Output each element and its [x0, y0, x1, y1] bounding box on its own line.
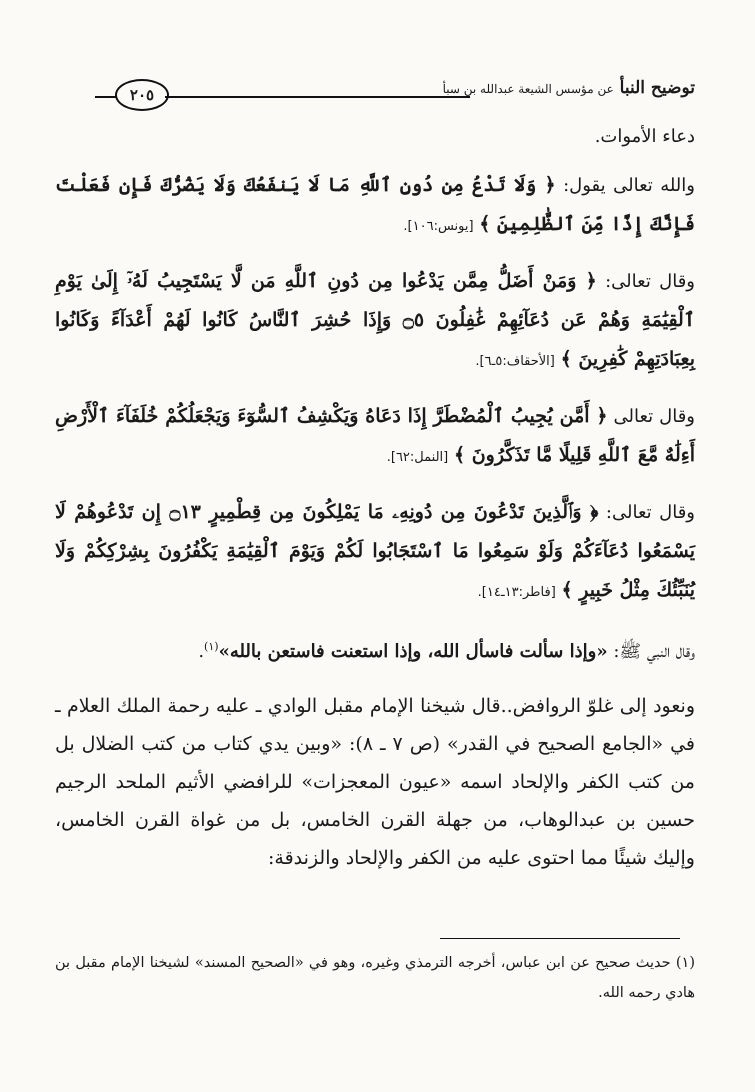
book-title-sub: عن مؤسس الشيعة عبدالله بن سبأ	[442, 82, 614, 96]
quran-verse: ﴿ أَمَّن يُجِيبُ ٱلْمُضْطَرَّ إِذَا دَعَاهُ وَيَكْشِفُ ٱلسُّوٓءَ وَيَجْعَلُكُمْ خُلَفَآءَ ٱلْأَرْضِ أَءِلَٰهٌ مَّعَ ٱللَّهِ قَلِيلًا مَّا تَذَكَّرُونَ ﴾	[55, 405, 695, 466]
paragraph-2	[55, 262, 695, 381]
footnote-rule	[440, 938, 680, 939]
hadith-text: «وإذا سألت فاسأل الله، وإذا استعنت فاستعن بالله»	[218, 641, 608, 662]
header-rule-left	[95, 96, 117, 98]
paragraph-0: دعاء الأموات.	[594, 126, 695, 147]
intro-text: وقال تعالى:	[605, 271, 695, 292]
intro-text: وقال النبي ﷺ:	[613, 641, 695, 662]
page-number: ٢٠٥	[115, 79, 169, 111]
header-rule	[165, 96, 470, 98]
paragraph-5: وقال النبي ﷺ: «وإذا سألت فاسأل الله، وإذا استعنت فاستعن بالله»$^{(١)}$.	[198, 640, 695, 662]
verse-reference: [الأحقاف:٥ـ٦].	[475, 354, 555, 369]
verse-reference: [يونس:١٠٦].	[403, 219, 474, 234]
quran-verse: ﴿ وَلَا تَدْعُ مِن دُونِ ٱللَّهِ مَا لَا يَنفَعُكَ وَلَا يَضُرُّكَ فَإِن فَعَلْتَ فَإِنَّكَ إِذًا مِّنَ ٱلظَّٰلِمِينَ ﴾	[55, 174, 695, 235]
book-title	[443, 78, 695, 98]
verse-reference: [فاطر:١٣ـ١٤].	[477, 585, 556, 600]
quran-verse: ﴿ وَٱلَّذِينَ تَدْعُونَ مِن دُونِهِۦ مَا يَمْلِكُونَ مِن قِطْمِيرٍ ۝١٣ إِن تَدْعُوهُمْ لَا يَسْمَعُوا دُعَآءَكُمْ وَلَوْ سَمِعُوا مَا ٱسْتَجَابُوا لَكُمْ وَيَوْمَ ٱلْقِيَٰمَةِ يَكْفُرُونَ بِشِرْكِكُمْ وَلَا يُنَبِّئُكَ مِثْلُ خَبِيرٍ ﴾	[55, 501, 695, 601]
verse-reference: [النمل:٦٢].	[386, 450, 449, 465]
running-header	[95, 76, 695, 112]
paragraph-4	[55, 493, 695, 612]
paragraph-3	[55, 397, 695, 477]
book-title-main: توضيح النبأ	[619, 78, 695, 98]
intro-text: والله تعالى يقول:	[563, 175, 695, 196]
main-text	[55, 118, 695, 893]
paragraph-1	[55, 166, 695, 246]
intro-text: وقال تعالى	[613, 406, 695, 427]
quran-verse: ﴿ وَمَنْ أَضَلُّ مِمَّن يَدْعُوا مِن دُونِ ٱللَّهِ مَن لَّا يَسْتَجِيبُ لَهُۥٓ إِلَىٰ يَوْمِ ٱلْقِيَٰمَةِ وَهُمْ عَن دُعَآئِهِمْ غَٰفِلُونَ ۝٥ وَإِذَا حُشِرَ ٱلنَّاسُ كَانُوا لَهُمْ أَعْدَآءً وَكَانُوا بِعِبَادَتِهِمْ كَٰفِرِينَ ﴾	[55, 270, 695, 370]
footnote-marker: (١)	[204, 640, 219, 653]
footnote: (١) حديث صحيح عن ابن عباس، أخرجه الترمذي وغيره، وهو في «الصحيح المسند» لشيخنا الإمام مقبل بن هادي رحمه الله.	[55, 955, 695, 1001]
paragraph-6: ونعود إلى غلوّ الروافض..قال شيخنا الإمام مقبل الوادي ـ عليه رحمة الملك العلام ـ في «الجامع الصحيح في القدر» (ص ٧ ـ ٨): «وبين يدي كتاب من كتب الضلال بل من كتب الكفر والإلحاد اسمه «عيون المعجزات» للرافضي الأثيم الملحد الرجيم حسين بن عبدالوهاب، من جهلة القرن الخامس، بل من غواة القرن الخامس، وإليك شيئًا مما احتوى عليه من الكفر والإلحاد والزندقة:	[55, 695, 695, 869]
intro-text: وقال تعالى:	[605, 502, 696, 523]
